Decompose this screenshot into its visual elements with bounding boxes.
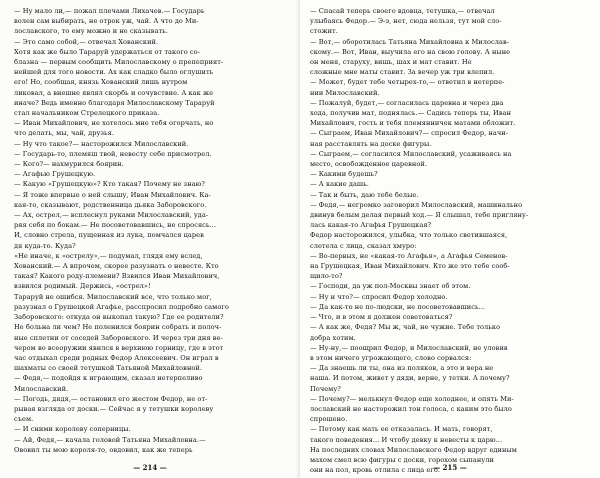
text-line: лославского, то ему можно и не сказывать. — [14, 27, 168, 36]
text-line: «Не иначе, к «острелу»,— подумал, глядя ему вслед, — [14, 251, 203, 260]
text-line: ликовал, а внешне являл скорбь и сочувствие. А как же — [14, 88, 214, 97]
text-line: волен сам выбирать, не отрок уж, чай. А что до Ми- — [14, 17, 199, 26]
text-line: — Сыграем, Иван Михайлович?— спросил Федор, начи- — [310, 129, 508, 138]
text-line: — Что, и в этом я должен советоваться? — [310, 313, 453, 322]
text-line: Милославский. — [14, 384, 69, 393]
text-line: лославский не насторожил тон голоса, с каким это было — [310, 404, 512, 413]
text-line: рывая взгляда от доски.— Сейчас я у тетушки королеву — [14, 404, 214, 413]
text-line: разузнал о Грушецкой Агафье, расспросил подробно самого — [14, 302, 229, 311]
text-line: Тараруй не ошибся. Милославский все, что только мог, — [14, 292, 212, 301]
text-line: — И сними королеву соперницы. — [14, 425, 131, 434]
text-line: — Ну мало ли,— пожал плечами Лихачев.— Государь — [14, 7, 205, 15]
text-line: ная расставлять на доске фигуры. — [310, 139, 432, 148]
text-line: такая? Какого роду-племени? Взвился Иван Михайлович, — [14, 272, 220, 281]
text-line: ные сплетни от соседей Заборовского. И через три дня ве- — [14, 333, 223, 342]
left-page-text — [14, 6, 292, 455]
text-line: взвился родимый. Держись, «острел»! — [14, 282, 151, 291]
text-line: — Федя,— подойдя к играющим, сказал нетерпеливо — [14, 374, 203, 383]
text-line: такого поведения... И чтобу девку к невесты к царю... — [310, 435, 503, 444]
right-page-text — [310, 6, 588, 475]
text-line: час отдыхал среди родных Федор Алексеевич. Он играл в — [14, 353, 219, 362]
text-line: — Агафью Грушецкую. — [14, 170, 96, 179]
text-line: Хотя как же было Тараруй удержаться от такого со- — [14, 47, 200, 56]
text-line: Заборовского: откуда он выкопал такую? Где ее родители? — [14, 313, 224, 322]
text-line: — Во-первых, не «какая-то Агафья», а Агафья Семенов- — [310, 251, 508, 260]
left-page-number: — 214 — — [133, 463, 167, 472]
text-line: стожит. — [310, 27, 338, 36]
text-line: — Да знаешь ли ты, она из поляков, а это и вера не — [310, 364, 494, 373]
text-line: место, освобожденное царевной. — [310, 160, 427, 169]
text-line: — Ну и что?— спросил Федор холодно. — [310, 292, 448, 301]
right-page-number: — 215 — — [433, 463, 467, 472]
text-line: — Ну что такое?— насторожился Милославский. — [14, 139, 189, 148]
text-line: дя куда-то. Куда? — [14, 241, 76, 250]
text-line: — Федя,— негромко заговорил Милославский, машинально — [310, 200, 523, 209]
text-line: — Это само собой,— отвечал Хованский. — [14, 37, 159, 46]
text-line: слетела с лица, сказал хмуро: — [310, 241, 417, 250]
text-line: улыбаясь Федор.— Э-э, нет, сюда нельзя, тут мой сло- — [310, 17, 502, 26]
text-line: шахматы со своей тетушкой Татьяной Михайловной. — [14, 364, 202, 373]
text-line: Ововил ты мою короля-то, овдовил, как же теперь — [14, 445, 193, 454]
text-line: съем. — [14, 415, 34, 424]
text-line: блазна — первым сообщить Милославскому о препеприят- — [14, 58, 224, 67]
text-line: в этом ничего угрожающего, слово сорвался: — [310, 353, 472, 362]
text-line: стал начальником Стрелецкого приказа. — [14, 109, 160, 118]
text-line: — Погодь, дядя,— остановил его жестом Федор, не от- — [14, 394, 208, 403]
text-line: — Может, будет тебе четырех-то,— ответил в нетерпе- — [310, 78, 505, 87]
text-line: хода, получив мат, поднялась.— Садись теперь ты, Иван — [310, 109, 512, 118]
text-line: нии Милославский. — [310, 88, 380, 97]
text-line: Федор насторожился, улыбка, что только светившаяся, — [310, 231, 508, 240]
text-line: — Иван Михайлович, не хотелось мне тебя огорчать, но — [14, 119, 214, 128]
text-line: его! Но, сообщая, князь Хованский лишь нутром — [14, 78, 188, 87]
text-line: — Сыграем,— согласился Милославский, усаживаясь на — [310, 149, 512, 158]
text-line: ряя себя по бокам.— Не посоветовавшись, не спросясь... — [14, 221, 216, 230]
text-line: — Почему?— мелькнул Федор еще холоднее, и опять Ми- — [310, 394, 514, 403]
text-line: — Я тоже впервые о ней слышу, Иван Михайлович. Ка- — [14, 190, 211, 199]
text-line: иначе? Ведь именно благодаря Милославскому Тараруй — [14, 98, 215, 107]
text-line: что делать, мы, чай, друзья. — [14, 129, 115, 138]
text-line: — Ай, Федя,— качала головой Татьяна Михайловна.— — [14, 435, 206, 444]
text-line: чером во всеоружии явился в верхнюю горницу, где в этот — [14, 343, 224, 352]
text-line: Не больна ли чем? Не поленился боярин собрать и полоч- — [14, 323, 222, 332]
text-line: Михайлович, гость и тебя племянничек матами обложит. — [310, 119, 516, 128]
text-line: наша. И потом, живет у дяди, верне, у тетки. А почему? — [310, 374, 510, 383]
text-line: — Государь-то, племяш твой, невесту себе присмотрел. — [14, 149, 212, 158]
text-line: — Какими будешь? — [310, 170, 378, 179]
text-line: они на пол, кровь отлила с лица его. — [310, 466, 441, 475]
text-line: на Грушецкая, Иван Михайлович. Кто же это тебе сооб- — [310, 262, 510, 271]
text-line: сложные мне маты ставит. За вечер уж три влепил. — [310, 68, 495, 77]
text-line: — Кого?— нахмурился боярин. — [14, 160, 124, 169]
text-line: — Какую «Грушецкую»? Кто такая? Почему не знаю? — [14, 180, 206, 189]
text-line: — Так и быть, даю тебе белые. — [310, 190, 419, 199]
text-line: И, словно стрела, пущенная из лука, помчался царев — [14, 231, 204, 240]
right-page — [300, 0, 600, 478]
text-line: кая-то, сказывают, родственница дьяка Заборовского. — [14, 200, 207, 209]
text-line: — Да как-то не по-людски, не посоветовавшись... — [310, 302, 486, 311]
text-line: — А какие дашь. — [310, 180, 369, 189]
text-line: — Пожалуй, будет,— согласилась царевна и через два — [310, 98, 504, 107]
text-line: — А как же, Федя? Мы ж, чай, не чужие. Тебе только — [310, 323, 501, 332]
text-line: На последних словах Милославского Федор вдруг единым — [310, 445, 517, 454]
text-line: нейшей для того новости. Ах как сладко было оглушить — [14, 68, 214, 77]
text-line: — Потому как мать ее отказалась. И мать, говорят, — [310, 425, 493, 434]
text-line: добра хотим. — [310, 333, 356, 342]
text-line: махом смел всю фигуры с доски, горохом сыпанули — [310, 455, 494, 464]
text-line: Почему? — [310, 384, 341, 393]
text-line: — Спасай теперь своего вдовца, тетушка,— отвечал — [310, 7, 495, 15]
text-line: — Вот,— оборотилась Татьяна Михайловна к Милослав- — [310, 37, 509, 46]
text-line: лась какая-то Агафья Грушецкая? — [310, 221, 432, 230]
text-line: щило-то? — [310, 272, 343, 281]
text-line: двинув белым делая первый ход.— Я слышал, тебе пригляну- — [310, 211, 529, 220]
text-line: скому.— Вот, Иван, выучила его на свою голову. А ныне — [310, 47, 511, 56]
text-line: — Ну-ну,— поощрил Федор, и Милославский, не уловив — [310, 343, 508, 352]
text-line: — Ах, острел,— всплеснул руками Милославский, уда- — [14, 211, 209, 220]
text-line: он меня, старуху, вишь, шах и мат ставит. Не — [310, 58, 472, 67]
text-line: спрошено. — [310, 415, 348, 424]
text-line: Хованский.— А впрочем, скорее разузнать о невесте. Кто — [14, 262, 219, 271]
text-line: — Господи, да уж пол-Москвы знает об этом. — [310, 282, 471, 291]
